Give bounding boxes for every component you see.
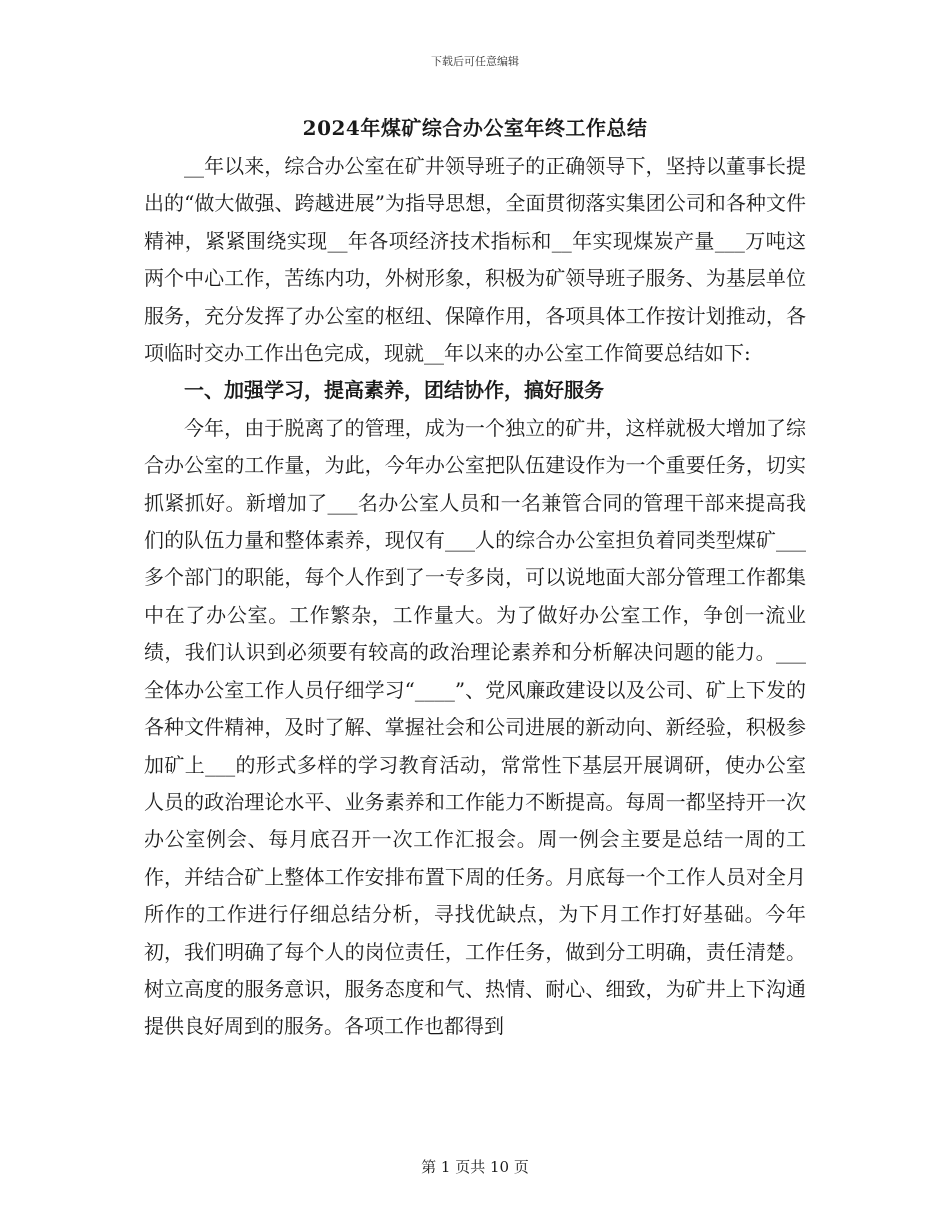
intro-paragraph: __年以来，综合办公室在矿井领导班子的正确领导下，坚持以董事长提出的“做大做强、跨越进展”为指导思想，全面贯彻落实集团公司和各种文件精神，紧紧围绕实现__年各项经济技术指标和__年实现煤炭产量___万吨这两个中心工作，苦练内功，外树形象，积极为矿领导班子服务、为基层单位服务，充分发挥了办公室的枢纽、保障作用，各项具体工作按计划推动，各项临时交办工作出色完成，现就__年以来的办公室工作简要总结如下: bbox=[144, 154, 806, 366]
document-title: 2024年煤矿综合办公室年终工作总结 bbox=[302, 116, 648, 140]
page-footer: 第 1 页共 10 页 bbox=[421, 1158, 529, 1176]
header-note: 下载后可任意编辑 bbox=[431, 55, 519, 68]
section-paragraph: 今年，由于脱离了的管理，成为一个独立的矿井，这样就极大增加了综合办公室的工作量，为此，今年办公室把队伍建设作为一个重要任务，切实抓紧抓好。新增加了___名办公室人员和一名兼管合同的管理干部来提高我们的队伍力量和整体素养，现仅有___人的综合办公室担负着同类型煤矿___多个部门的职能，每个人作到了一专多岗，可以说地面大部分管理工作都集中在了办公室。工作繁杂，工作量大。为了做好办公室工作，争创一流业绩，我们认识到必须要有较高的政治理论素养和分析解决问题的能力。___全体办公室工作人员仔细学习“____”、党风廉政建设以及公司、矿上下发的各种文件精神，及时了解、掌握社会和公司进展的新动向、新经验，积极参加矿上___的形式多样的学习教育活动，常常性下基层开展调研，使办公室人员的政治理论水平、业务素养和工作能力不断提高。每周一都坚持开一次办公室例会、每月底召开一次工作汇报会。周一例会主要是总结一周的工作，并结合矿上整体工作安排布置下周的任务。月底每一个工作人员对全月所作的工作进行仔细总结分析，寻找优缺点，为下月工作打好基础。今年初，我们明确了每个人的岗位责任，工作任务，做到分工明确，责任清楚。树立高度的服务意识，服务态度和气、热情、耐心、细致，为矿井上下沟通提供良好周到的服务。各项工作也都得到 bbox=[144, 415, 806, 1039]
section-heading: 一、加强学习，提高素养，团结协作，搞好服务 bbox=[184, 378, 604, 403]
document-body bbox=[144, 148, 806, 1046]
